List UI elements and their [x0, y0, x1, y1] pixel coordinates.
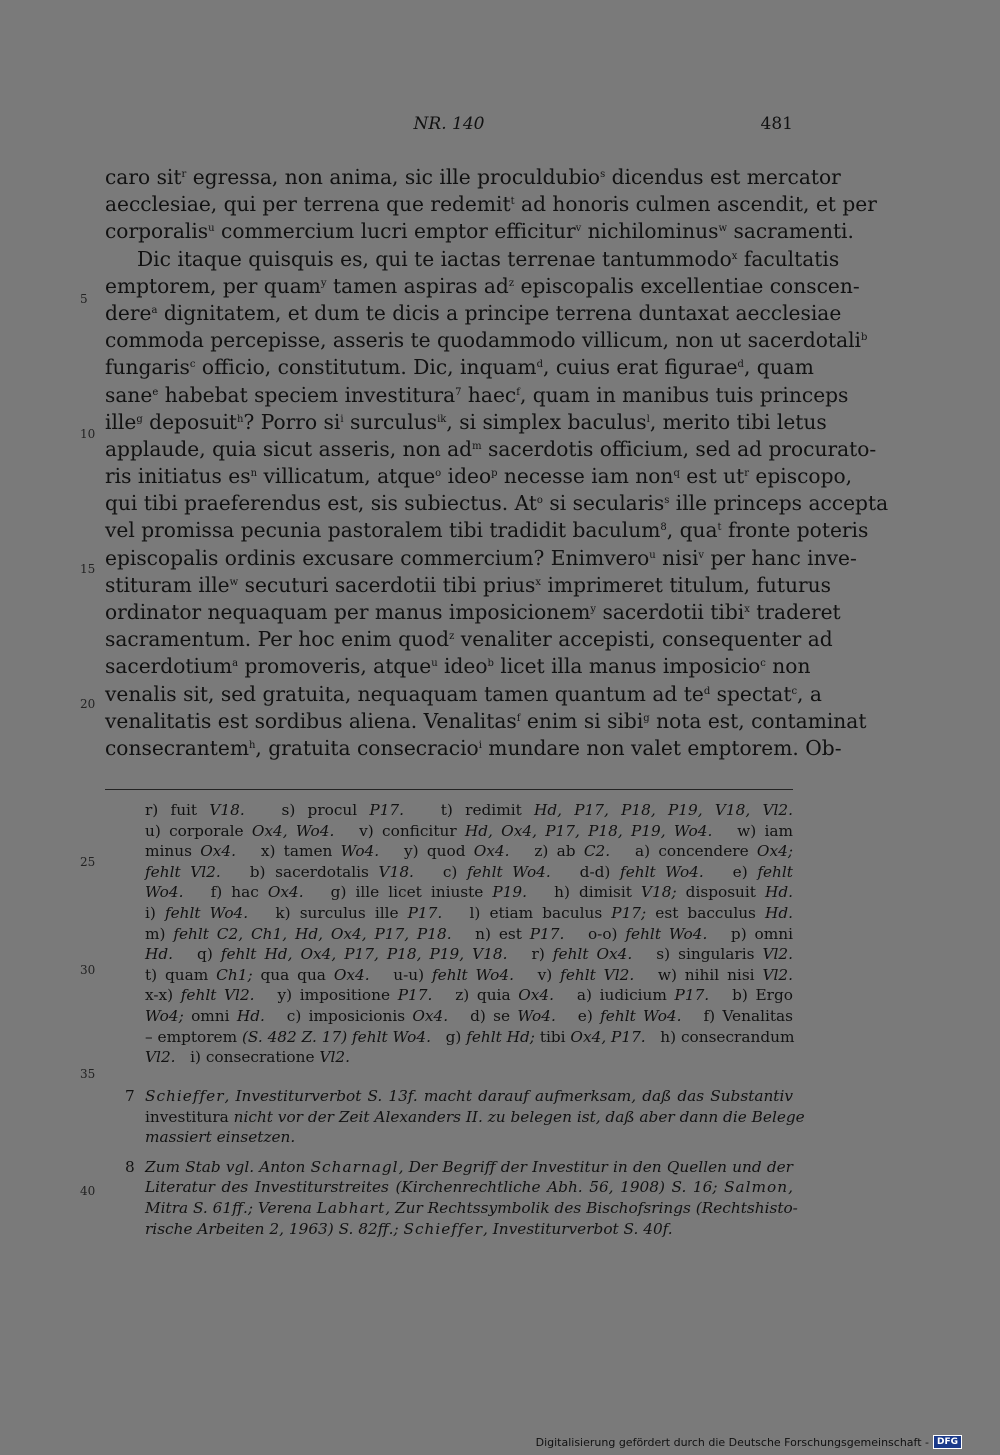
line-number: 20: [80, 697, 96, 711]
text-line: ris initiatus $es^n$ villicatum, atque$^o$ ideo$^p$ necesse iam non$^q$ est $ut^r$ episcopo,: [105, 464, 853, 489]
text-line: episcopalis ordinis excusare commercium? Enimvero$^u$ nisi$^v$ per hanc inve-: [105, 545, 857, 570]
line-number: 40: [80, 1184, 96, 1198]
footnote-line: Zum Stab vgl. Anton Scharnagl, Der Begriff der Investitur in den Quellen und der: [145, 1157, 793, 1176]
text-line: stituram ille$^w$ secuturi sacerdotii tibi prius$^x$ imprimeret titulum, futurus: [105, 572, 832, 597]
footnote-line: investitura nicht vor der Zeit Alexanders II. zu belegen ist, daß aber dann die Belege: [145, 1107, 805, 1126]
apparatus-line: x-x) fehlt Vl2. y) impositione P17. z) quia Ox4. a) iudicium P17. b) Ergo: [145, 986, 793, 1005]
footnote-number: 7: [125, 1087, 135, 1105]
text-line: applaude, quia sicut asseris, non $ad^m$ sacerdotis officium, sed ad procurato-: [105, 436, 877, 461]
text-line: Dic itaque quisquis es, qui te iactas terrenae tantummodo$^x$ facultatis: [137, 246, 840, 271]
credit-text: Digitalisierung gefördert durch die Deutsche Forschungsgemeinschaft -: [535, 1435, 929, 1449]
apparatus-line: Hd. q) fehlt Hd, Ox4, P17, P18, P19, V18. r) fehlt Ox4. s) singularis Vl2.: [145, 945, 793, 964]
text-line: qui tibi praeferendus est, sis subiectus. At$^o$ si secularis$^s$ ille princeps accepta: [105, 491, 889, 516]
footnote-line: Mitra S. 61ff.; Verena Labhart, Zur Rechtssymbolik des Bischofsrings (Rechtshisto-: [145, 1198, 798, 1217]
footnote-divider: [105, 789, 793, 790]
text-line: sane$^e$ habebat speciem investitura$^7$ haec$^f$, quam in manibus tuis princeps: [105, 382, 849, 407]
text-line: vel promissa pecunia pastoralem tibi tradidit baculum$^8$, qua$^t$ fronte poteris: [105, 518, 869, 543]
dfg-logo: DFG: [933, 1435, 962, 1449]
text-line: ordinator nequaquam per manus imposicionem$^y$ sacerdotii tibi$^x$ traderet: [105, 600, 841, 624]
text-line: caro sit$^r$ egressa, non anima, sic ille proculdubio$^s$ dicendus est mercator: [105, 165, 841, 189]
line-number: 15: [80, 562, 96, 576]
apparatus-line: r) fuit V18. s) procul P17. t) redimit Hd, P17, P18, P19, V18, Vl2.: [145, 801, 793, 819]
apparatus-line: i) fehlt Wo4. k) surculus ille P17. l) etiam baculus P17; est bacculus Hd.: [145, 903, 793, 922]
running-header: [105, 114, 793, 138]
text-line: corporalis$^u$ commercium lucri emptor efficitur$^v$ nichilominus$^w$ sacramenti.: [105, 219, 854, 244]
critical-apparatus: [145, 800, 793, 1068]
line-number: 35: [80, 1067, 96, 1081]
footnote: [125, 1086, 805, 1148]
text-line: sacramentum. Per hoc enim quod$^z$ venaliter accepisti, consequenter ad: [105, 627, 833, 652]
apparatus-line: u) corporale Ox4, Wo4. v) conficitur Hd, Ox4, P17, P18, P19, Wo4. w) iam: [145, 821, 794, 840]
text-line: ille$^g$ deposuit$^h$? Porro $si^i$ surculus$^{ik}$, si simplex baculus$^l$, merito tibi letus: [105, 409, 827, 434]
text-line: aecclesiae, qui per terrena que redemit$^t$ ad honoris culmen ascendit, et per: [105, 192, 877, 217]
footnote-number: 8: [125, 1157, 135, 1176]
text-line: sacerdotium$^a$ promoveris, atque$^u$ ideo$^b$ licet illa manus imposicio$^c$ non: [105, 654, 811, 679]
footnote-line: rische Arbeiten 2, 1963) S. 82ff.; Schieffer, Investiturverbot S. 40f.: [145, 1219, 673, 1238]
footnote-line: massiert einsetzen.: [145, 1128, 296, 1147]
text-line: dere$^a$ dignitatem, et dum te dicis a principe terrena duntaxat aecclesiae: [105, 300, 842, 325]
apparatus-line: t) quam Ch1; qua qua Ox4. u-u) fehlt Wo4. v) fehlt Vl2. w) nihil nisi Vl2.: [145, 965, 793, 984]
text-line: emptorem, per quam$^y$ tamen aspiras $ad^z$ episcopalis excellentiae conscen-: [105, 273, 860, 298]
line-number: 25: [80, 855, 96, 869]
line-number: 10: [80, 427, 96, 441]
page-title: NR. 140: [413, 114, 485, 134]
apparatus-line: minus Ox4. x) tamen Wo4. y) quod Ox4. z) ab C2. a) concendere Ox4;: [145, 842, 793, 861]
text-line: fungaris$^c$ officio, constitutum. Dic, inquam$^d$, cuius erat figurae$^d$, quam: [105, 355, 814, 380]
text-line: venalis sit, sed gratuita, nequaquam tamen quantum ad $te^d$ spectat$^c$, a: [105, 681, 822, 706]
apparatus-line: Wo4; omni Hd. c) imposicionis Ox4. d) se Wo4. e) fehlt Wo4. f) Venalitas: [145, 1006, 793, 1025]
footnote-line: Schieffer, Investiturverbot S. 13f. macht darauf aufmerksam, daß das Substantiv: [145, 1087, 793, 1105]
main-text: [105, 164, 889, 762]
apparatus-line: Vl2. i) consecratione Vl2.: [145, 1048, 350, 1067]
page-number: 481: [760, 114, 793, 134]
apparatus-line: m) fehlt C2, Ch1, Hd, Ox4, P17, P18. n) est P17. o-o) fehlt Wo4. p) omni: [145, 924, 793, 943]
apparatus-line: fehlt Vl2. b) sacerdotalis V18. c) fehlt Wo4. d-d) fehlt Wo4. e) fehlt: [145, 862, 793, 881]
apparatus-line: Wo4. f) hac Ox4. g) ille licet iniuste P19. h) dimisit V18; disposuit Hd.: [145, 883, 793, 902]
text-line: venalitatis est sordibus aliena. Venalitas$^f$ enim si sibi$^g$ nota est, contaminat: [105, 708, 867, 733]
text-line: consecrantem$^h$, gratuita consecracio$^i$ mundare non valet emptorem. Ob-: [105, 735, 842, 760]
apparatus-line: – emptorem (S. 482 Z. 17) fehlt Wo4. g) fehlt Hd; tibi Ox4, P17. h) consecrandum: [145, 1027, 795, 1046]
line-number: 5: [80, 292, 88, 306]
line-number: 30: [80, 963, 96, 977]
historical-notes: [125, 1086, 805, 1248]
digitization-credit: [536, 1434, 962, 1450]
footnote: [125, 1157, 798, 1239]
footnote-line: Literatur des Investiturstreites (Kirchenrechtliche Abh. 56, 1908) S. 16; Salmon,: [145, 1178, 793, 1197]
text-line: commoda percepisse, asseris te quodammodo villicum, non ut sacerdotali$^b$: [105, 328, 868, 353]
